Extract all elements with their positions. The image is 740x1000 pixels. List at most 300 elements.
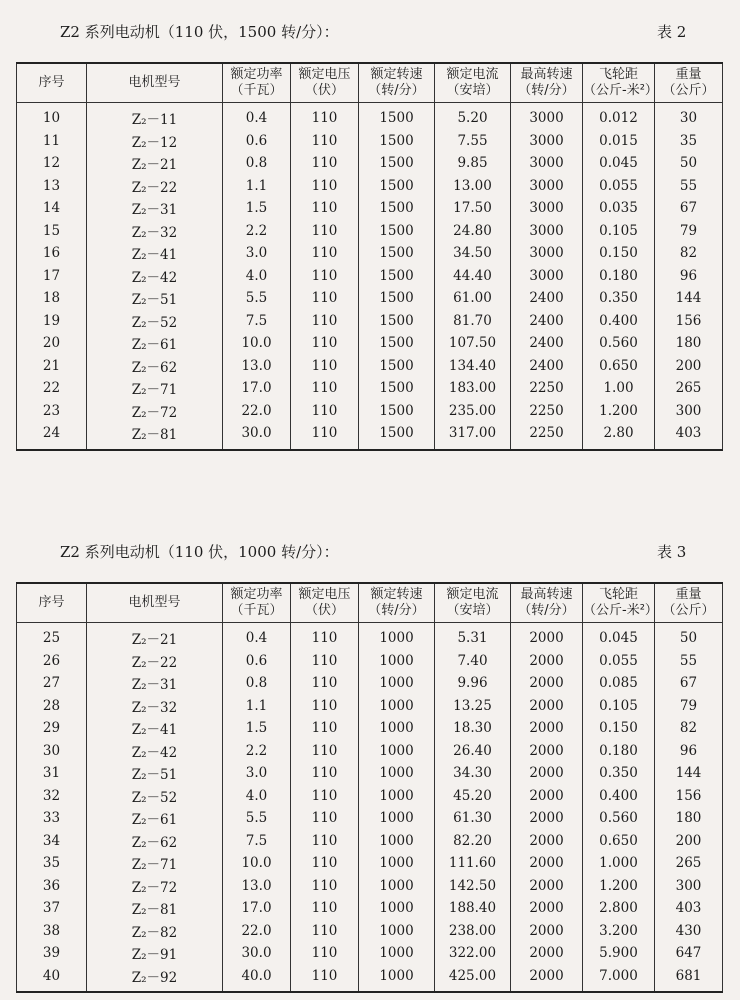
table-row bbox=[17, 310, 723, 333]
cell-voltage: 110 bbox=[291, 717, 359, 740]
cell-current: 18.30 bbox=[435, 717, 511, 740]
cell-flywheel: 0.180 bbox=[583, 740, 655, 763]
cell-voltage: 110 bbox=[291, 830, 359, 853]
cell-weight: 265 bbox=[655, 377, 723, 400]
cell-power: 5.5 bbox=[223, 287, 291, 310]
table-row bbox=[17, 695, 723, 718]
cell-flywheel: 0.150 bbox=[583, 242, 655, 265]
cell-no: 25 bbox=[17, 623, 87, 650]
table2-header-current bbox=[435, 63, 511, 103]
cell-flywheel: 0.400 bbox=[583, 310, 655, 333]
cell-weight: 79 bbox=[655, 695, 723, 718]
header-line2: （伏） bbox=[304, 603, 344, 618]
cell-flywheel: 1.000 bbox=[583, 852, 655, 875]
cell-speed: 1500 bbox=[359, 400, 435, 423]
cell-current: 107.50 bbox=[435, 332, 511, 355]
cell-speed: 1000 bbox=[359, 650, 435, 673]
cell-max-speed: 3000 bbox=[511, 152, 583, 175]
cell-speed: 1500 bbox=[359, 310, 435, 333]
header-line1: 序号 bbox=[38, 75, 65, 90]
cell-power: 17.0 bbox=[223, 377, 291, 400]
cell-current: 13.00 bbox=[435, 175, 511, 198]
table3-header-power bbox=[223, 583, 291, 623]
table3 bbox=[16, 582, 723, 993]
cell-flywheel: 0.560 bbox=[583, 332, 655, 355]
cell-voltage: 110 bbox=[291, 242, 359, 265]
header-line2: （转/分） bbox=[368, 83, 425, 98]
cell-current: 111.60 bbox=[435, 852, 511, 875]
cell-model: Z₂－72 bbox=[87, 400, 223, 423]
table2 bbox=[16, 62, 723, 451]
cell-no: 36 bbox=[17, 875, 87, 898]
cell-model: Z₂－42 bbox=[87, 265, 223, 288]
header-line2: （公斤） bbox=[662, 83, 715, 98]
cell-model: Z₂－81 bbox=[87, 422, 223, 450]
cell-speed: 1500 bbox=[359, 355, 435, 378]
cell-speed: 1000 bbox=[359, 807, 435, 830]
cell-weight: 647 bbox=[655, 942, 723, 965]
cell-weight: 67 bbox=[655, 197, 723, 220]
cell-weight: 403 bbox=[655, 897, 723, 920]
cell-current: 9.85 bbox=[435, 152, 511, 175]
table-row bbox=[17, 717, 723, 740]
cell-model: Z₂－21 bbox=[87, 623, 223, 650]
header-line1: 额定转速 bbox=[370, 67, 423, 82]
cell-weight: 300 bbox=[655, 400, 723, 423]
cell-weight: 430 bbox=[655, 920, 723, 943]
cell-no: 10 bbox=[17, 103, 87, 130]
cell-model: Z₂－82 bbox=[87, 920, 223, 943]
cell-weight: 403 bbox=[655, 422, 723, 450]
table3-header-weight bbox=[655, 583, 723, 623]
header-line2: （安培） bbox=[446, 603, 499, 618]
cell-flywheel: 0.350 bbox=[583, 287, 655, 310]
header-line1: 额定电压 bbox=[298, 587, 351, 602]
table2-header-no bbox=[17, 63, 87, 103]
header-line1: 额定功率 bbox=[230, 587, 283, 602]
header-line1: 额定电流 bbox=[446, 67, 499, 82]
table-row bbox=[17, 965, 723, 993]
cell-no: 28 bbox=[17, 695, 87, 718]
cell-model: Z₂－72 bbox=[87, 875, 223, 898]
table3-label: 表 3 bbox=[657, 543, 687, 561]
table-row bbox=[17, 830, 723, 853]
table2-body bbox=[17, 103, 723, 450]
table-row bbox=[17, 355, 723, 378]
cell-speed: 1000 bbox=[359, 695, 435, 718]
cell-current: 9.96 bbox=[435, 672, 511, 695]
table3-caption bbox=[0, 540, 740, 564]
cell-voltage: 110 bbox=[291, 672, 359, 695]
cell-current: 425.00 bbox=[435, 965, 511, 993]
cell-max-speed: 2000 bbox=[511, 717, 583, 740]
cell-model: Z₂－41 bbox=[87, 242, 223, 265]
table3-header-model bbox=[87, 583, 223, 623]
cell-weight: 144 bbox=[655, 762, 723, 785]
cell-flywheel: 0.012 bbox=[583, 103, 655, 130]
cell-max-speed: 3000 bbox=[511, 175, 583, 198]
cell-no: 34 bbox=[17, 830, 87, 853]
cell-voltage: 110 bbox=[291, 175, 359, 198]
header-line2: （公斤-米²） bbox=[583, 603, 658, 618]
cell-no: 30 bbox=[17, 740, 87, 763]
cell-max-speed: 2000 bbox=[511, 623, 583, 650]
cell-weight: 180 bbox=[655, 807, 723, 830]
cell-flywheel: 3.200 bbox=[583, 920, 655, 943]
table-row bbox=[17, 942, 723, 965]
table-row bbox=[17, 875, 723, 898]
table2-header-model bbox=[87, 63, 223, 103]
cell-weight: 200 bbox=[655, 830, 723, 853]
cell-model: Z₂－92 bbox=[87, 965, 223, 993]
cell-weight: 156 bbox=[655, 785, 723, 808]
table-row bbox=[17, 242, 723, 265]
cell-speed: 1500 bbox=[359, 103, 435, 130]
cell-max-speed: 2000 bbox=[511, 740, 583, 763]
cell-speed: 1000 bbox=[359, 875, 435, 898]
cell-max-speed: 2000 bbox=[511, 785, 583, 808]
cell-speed: 1500 bbox=[359, 130, 435, 153]
header-line2: （公斤） bbox=[662, 603, 715, 618]
header-line1: 额定电流 bbox=[446, 587, 499, 602]
cell-voltage: 110 bbox=[291, 852, 359, 875]
cell-max-speed: 2000 bbox=[511, 672, 583, 695]
cell-voltage: 110 bbox=[291, 197, 359, 220]
header-line2: （安培） bbox=[446, 83, 499, 98]
table2-title: Z2 系列电动机（110 伏，1500 转/分）： bbox=[60, 23, 339, 41]
cell-power: 13.0 bbox=[223, 875, 291, 898]
table-row bbox=[17, 175, 723, 198]
cell-no: 32 bbox=[17, 785, 87, 808]
cell-current: 142.50 bbox=[435, 875, 511, 898]
table-row bbox=[17, 920, 723, 943]
cell-model: Z₂－62 bbox=[87, 355, 223, 378]
cell-current: 24.80 bbox=[435, 220, 511, 243]
cell-max-speed: 2000 bbox=[511, 965, 583, 993]
cell-speed: 1000 bbox=[359, 785, 435, 808]
cell-power: 3.0 bbox=[223, 762, 291, 785]
cell-voltage: 110 bbox=[291, 695, 359, 718]
cell-no: 24 bbox=[17, 422, 87, 450]
cell-current: 34.30 bbox=[435, 762, 511, 785]
header-line1: 飞轮距 bbox=[598, 587, 638, 602]
cell-weight: 144 bbox=[655, 287, 723, 310]
cell-power: 1.1 bbox=[223, 175, 291, 198]
cell-speed: 1500 bbox=[359, 220, 435, 243]
table-row bbox=[17, 807, 723, 830]
cell-power: 17.0 bbox=[223, 897, 291, 920]
table-row bbox=[17, 130, 723, 153]
cell-no: 23 bbox=[17, 400, 87, 423]
cell-model: Z₂－21 bbox=[87, 152, 223, 175]
table3-body bbox=[17, 623, 723, 993]
cell-power: 2.2 bbox=[223, 740, 291, 763]
cell-flywheel: 0.400 bbox=[583, 785, 655, 808]
cell-current: 134.40 bbox=[435, 355, 511, 378]
cell-power: 2.2 bbox=[223, 220, 291, 243]
cell-power: 0.4 bbox=[223, 103, 291, 130]
cell-weight: 79 bbox=[655, 220, 723, 243]
cell-weight: 156 bbox=[655, 310, 723, 333]
cell-model: Z₂－11 bbox=[87, 103, 223, 130]
cell-current: 5.31 bbox=[435, 623, 511, 650]
cell-power: 30.0 bbox=[223, 942, 291, 965]
cell-model: Z₂－42 bbox=[87, 740, 223, 763]
cell-model: Z₂－52 bbox=[87, 785, 223, 808]
table2-header-max-speed bbox=[511, 63, 583, 103]
table-row bbox=[17, 623, 723, 650]
cell-model: Z₂－91 bbox=[87, 942, 223, 965]
cell-weight: 96 bbox=[655, 265, 723, 288]
cell-no: 14 bbox=[17, 197, 87, 220]
cell-no: 18 bbox=[17, 287, 87, 310]
table3-header-row bbox=[17, 583, 723, 623]
header-line1: 电机型号 bbox=[128, 75, 181, 90]
cell-max-speed: 3000 bbox=[511, 242, 583, 265]
cell-voltage: 110 bbox=[291, 762, 359, 785]
cell-model: Z₂－71 bbox=[87, 852, 223, 875]
cell-flywheel: 0.035 bbox=[583, 197, 655, 220]
cell-max-speed: 3000 bbox=[511, 197, 583, 220]
cell-max-speed: 2000 bbox=[511, 875, 583, 898]
cell-model: Z₂－32 bbox=[87, 220, 223, 243]
cell-no: 35 bbox=[17, 852, 87, 875]
cell-current: 322.00 bbox=[435, 942, 511, 965]
cell-speed: 1500 bbox=[359, 332, 435, 355]
cell-current: 17.50 bbox=[435, 197, 511, 220]
cell-speed: 1500 bbox=[359, 287, 435, 310]
cell-no: 29 bbox=[17, 717, 87, 740]
cell-power: 4.0 bbox=[223, 785, 291, 808]
cell-power: 40.0 bbox=[223, 965, 291, 993]
cell-flywheel: 0.015 bbox=[583, 130, 655, 153]
cell-weight: 30 bbox=[655, 103, 723, 130]
cell-current: 238.00 bbox=[435, 920, 511, 943]
cell-current: 44.40 bbox=[435, 265, 511, 288]
header-line2: （转/分） bbox=[518, 603, 575, 618]
table-row bbox=[17, 103, 723, 130]
cell-weight: 265 bbox=[655, 852, 723, 875]
cell-flywheel: 1.200 bbox=[583, 400, 655, 423]
cell-power: 1.5 bbox=[223, 717, 291, 740]
cell-no: 13 bbox=[17, 175, 87, 198]
cell-weight: 82 bbox=[655, 242, 723, 265]
cell-power: 3.0 bbox=[223, 242, 291, 265]
cell-max-speed: 2400 bbox=[511, 287, 583, 310]
cell-max-speed: 2000 bbox=[511, 830, 583, 853]
cell-speed: 1000 bbox=[359, 897, 435, 920]
cell-model: Z₂－61 bbox=[87, 332, 223, 355]
cell-weight: 35 bbox=[655, 130, 723, 153]
cell-power: 4.0 bbox=[223, 265, 291, 288]
cell-power: 22.0 bbox=[223, 920, 291, 943]
cell-power: 1.1 bbox=[223, 695, 291, 718]
cell-flywheel: 0.055 bbox=[583, 650, 655, 673]
cell-no: 39 bbox=[17, 942, 87, 965]
cell-voltage: 110 bbox=[291, 942, 359, 965]
cell-speed: 1500 bbox=[359, 175, 435, 198]
cell-voltage: 110 bbox=[291, 377, 359, 400]
cell-flywheel: 0.560 bbox=[583, 807, 655, 830]
table-row bbox=[17, 197, 723, 220]
cell-no: 19 bbox=[17, 310, 87, 333]
table-row bbox=[17, 287, 723, 310]
cell-speed: 1000 bbox=[359, 942, 435, 965]
cell-no: 33 bbox=[17, 807, 87, 830]
table-row bbox=[17, 265, 723, 288]
table-row bbox=[17, 740, 723, 763]
header-line2: （公斤-米²） bbox=[583, 83, 658, 98]
cell-speed: 1000 bbox=[359, 623, 435, 650]
cell-max-speed: 2000 bbox=[511, 920, 583, 943]
cell-flywheel: 0.150 bbox=[583, 717, 655, 740]
cell-max-speed: 3000 bbox=[511, 265, 583, 288]
header-line2: （转/分） bbox=[518, 83, 575, 98]
cell-no: 38 bbox=[17, 920, 87, 943]
cell-flywheel: 0.045 bbox=[583, 623, 655, 650]
table2-header-row bbox=[17, 63, 723, 103]
cell-model: Z₂－62 bbox=[87, 830, 223, 853]
cell-voltage: 110 bbox=[291, 875, 359, 898]
cell-current: 61.30 bbox=[435, 807, 511, 830]
table-row bbox=[17, 785, 723, 808]
cell-voltage: 110 bbox=[291, 740, 359, 763]
cell-max-speed: 3000 bbox=[511, 130, 583, 153]
cell-model: Z₂－32 bbox=[87, 695, 223, 718]
cell-model: Z₂－31 bbox=[87, 197, 223, 220]
cell-speed: 1500 bbox=[359, 422, 435, 450]
cell-voltage: 110 bbox=[291, 103, 359, 130]
table-row bbox=[17, 852, 723, 875]
cell-current: 7.40 bbox=[435, 650, 511, 673]
cell-current: 82.20 bbox=[435, 830, 511, 853]
cell-no: 16 bbox=[17, 242, 87, 265]
cell-model: Z₂－22 bbox=[87, 650, 223, 673]
header-line1: 最高转速 bbox=[520, 67, 573, 82]
cell-no: 21 bbox=[17, 355, 87, 378]
table3-header-no bbox=[17, 583, 87, 623]
cell-flywheel: 0.105 bbox=[583, 695, 655, 718]
cell-voltage: 110 bbox=[291, 920, 359, 943]
cell-max-speed: 2000 bbox=[511, 807, 583, 830]
table-row bbox=[17, 422, 723, 450]
cell-max-speed: 3000 bbox=[511, 103, 583, 130]
cell-weight: 67 bbox=[655, 672, 723, 695]
cell-no: 27 bbox=[17, 672, 87, 695]
cell-flywheel: 1.00 bbox=[583, 377, 655, 400]
cell-voltage: 110 bbox=[291, 220, 359, 243]
cell-current: 26.40 bbox=[435, 740, 511, 763]
cell-power: 5.5 bbox=[223, 807, 291, 830]
cell-flywheel: 0.350 bbox=[583, 762, 655, 785]
cell-max-speed: 3000 bbox=[511, 220, 583, 243]
table3-header-current bbox=[435, 583, 511, 623]
table3-header-flywheel bbox=[583, 583, 658, 623]
cell-no: 20 bbox=[17, 332, 87, 355]
header-line1: 飞轮距 bbox=[598, 67, 638, 82]
table2-header-weight bbox=[655, 63, 723, 103]
cell-power: 1.5 bbox=[223, 197, 291, 220]
cell-current: 45.20 bbox=[435, 785, 511, 808]
cell-model: Z₂－61 bbox=[87, 807, 223, 830]
cell-power: 10.0 bbox=[223, 332, 291, 355]
cell-weight: 50 bbox=[655, 152, 723, 175]
cell-power: 0.8 bbox=[223, 672, 291, 695]
cell-weight: 50 bbox=[655, 623, 723, 650]
cell-no: 37 bbox=[17, 897, 87, 920]
cell-model: Z₂－51 bbox=[87, 762, 223, 785]
header-line2: （千瓦） bbox=[230, 83, 283, 98]
header-line2: （千瓦） bbox=[230, 603, 283, 618]
table-row bbox=[17, 332, 723, 355]
cell-max-speed: 2250 bbox=[511, 422, 583, 450]
cell-voltage: 110 bbox=[291, 785, 359, 808]
cell-no: 12 bbox=[17, 152, 87, 175]
cell-voltage: 110 bbox=[291, 130, 359, 153]
cell-voltage: 110 bbox=[291, 422, 359, 450]
table2-label: 表 2 bbox=[657, 23, 687, 41]
header-line1: 重量 bbox=[675, 67, 702, 82]
cell-voltage: 110 bbox=[291, 265, 359, 288]
table-row bbox=[17, 650, 723, 673]
cell-power: 0.8 bbox=[223, 152, 291, 175]
cell-voltage: 110 bbox=[291, 152, 359, 175]
cell-speed: 1000 bbox=[359, 852, 435, 875]
cell-power: 10.0 bbox=[223, 852, 291, 875]
table-row bbox=[17, 220, 723, 243]
cell-weight: 681 bbox=[655, 965, 723, 993]
cell-weight: 82 bbox=[655, 717, 723, 740]
table-row bbox=[17, 377, 723, 400]
cell-current: 13.25 bbox=[435, 695, 511, 718]
cell-power: 7.5 bbox=[223, 310, 291, 333]
cell-current: 7.55 bbox=[435, 130, 511, 153]
cell-flywheel: 0.105 bbox=[583, 220, 655, 243]
header-line1: 最高转速 bbox=[520, 587, 573, 602]
cell-weight: 180 bbox=[655, 332, 723, 355]
cell-power: 0.6 bbox=[223, 130, 291, 153]
table-row bbox=[17, 897, 723, 920]
cell-power: 13.0 bbox=[223, 355, 291, 378]
cell-max-speed: 2000 bbox=[511, 897, 583, 920]
cell-flywheel: 1.200 bbox=[583, 875, 655, 898]
cell-speed: 1500 bbox=[359, 377, 435, 400]
table-row bbox=[17, 762, 723, 785]
cell-voltage: 110 bbox=[291, 650, 359, 673]
cell-voltage: 110 bbox=[291, 287, 359, 310]
cell-model: Z₂－31 bbox=[87, 672, 223, 695]
header-line1: 额定转速 bbox=[370, 587, 423, 602]
header-line1: 序号 bbox=[38, 595, 65, 610]
cell-no: 40 bbox=[17, 965, 87, 993]
cell-speed: 1500 bbox=[359, 197, 435, 220]
cell-flywheel: 0.045 bbox=[583, 152, 655, 175]
cell-power: 7.5 bbox=[223, 830, 291, 853]
cell-voltage: 110 bbox=[291, 897, 359, 920]
cell-current: 5.20 bbox=[435, 103, 511, 130]
table3-header-voltage bbox=[291, 583, 359, 623]
table3-title: Z2 系列电动机（110 伏，1000 转/分）： bbox=[60, 543, 339, 561]
cell-voltage: 110 bbox=[291, 355, 359, 378]
cell-model: Z₂－71 bbox=[87, 377, 223, 400]
table2-header-speed bbox=[359, 63, 435, 103]
cell-voltage: 110 bbox=[291, 623, 359, 650]
cell-max-speed: 2400 bbox=[511, 332, 583, 355]
cell-weight: 200 bbox=[655, 355, 723, 378]
header-line1: 额定电压 bbox=[298, 67, 351, 82]
cell-no: 22 bbox=[17, 377, 87, 400]
cell-speed: 1000 bbox=[359, 920, 435, 943]
